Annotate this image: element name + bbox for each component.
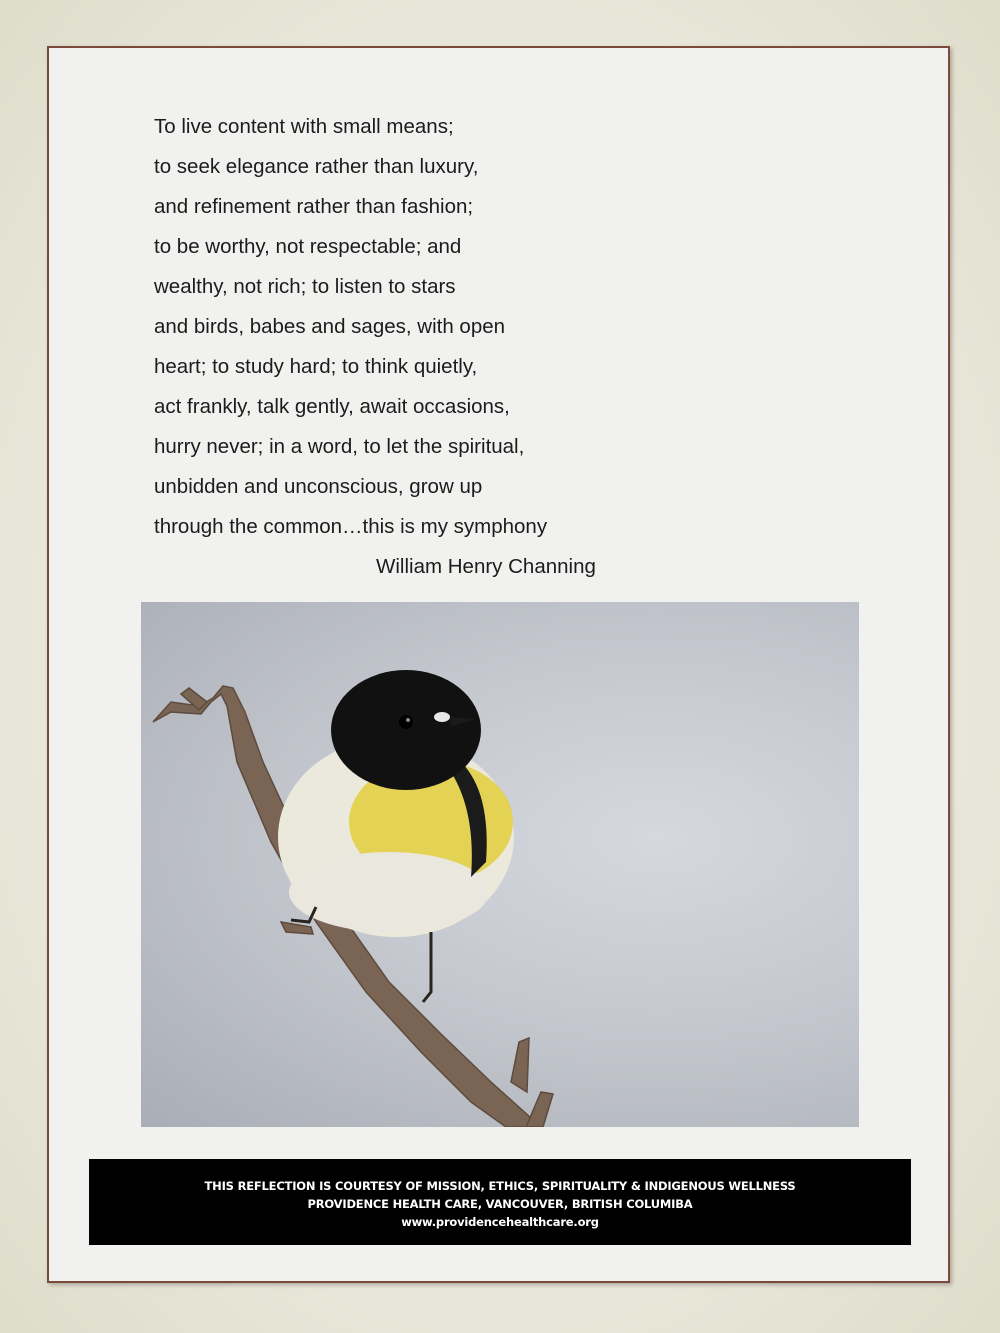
footer-website: www.providencehealthcare.org <box>401 1215 599 1229</box>
bird-illustration <box>141 602 859 1127</box>
poem-line: and refinement rather than fashion; <box>154 195 474 218</box>
poem <box>154 110 674 550</box>
poem-line: and birds, babes and sages, with open <box>154 315 506 338</box>
poem-line: to seek elegance rather than luxury, <box>154 155 479 178</box>
poem-line: unbidden and unconscious, grow up <box>154 475 483 498</box>
footer-banner <box>89 1159 911 1245</box>
bird-photo <box>141 602 859 1127</box>
poem-line: to be worthy, not respectable; and <box>154 235 462 258</box>
footer-location: PROVIDENCE HEALTH CARE, VANCOUVER, BRITISH COLUMIBA <box>307 1197 693 1211</box>
bird <box>278 670 514 1002</box>
poem-line: heart; to study hard; to think quietly, <box>154 355 478 378</box>
poem-line: To live content with small means; <box>154 115 454 138</box>
poem-line: through the common…this is my symphony <box>154 515 548 538</box>
footer-credit: THIS REFLECTION IS COURTESY OF MISSION, ETHICS, SPIRITUALITY & INDIGENOUS WELLNESS <box>204 1179 796 1193</box>
poem-line: act frankly, talk gently, await occasions, <box>154 395 510 418</box>
poem-author: William Henry Channing <box>376 555 596 578</box>
poem-line: hurry never; in a word, to let the spiritual, <box>154 435 525 458</box>
poem-line: wealthy, not rich; to listen to stars <box>154 275 456 298</box>
